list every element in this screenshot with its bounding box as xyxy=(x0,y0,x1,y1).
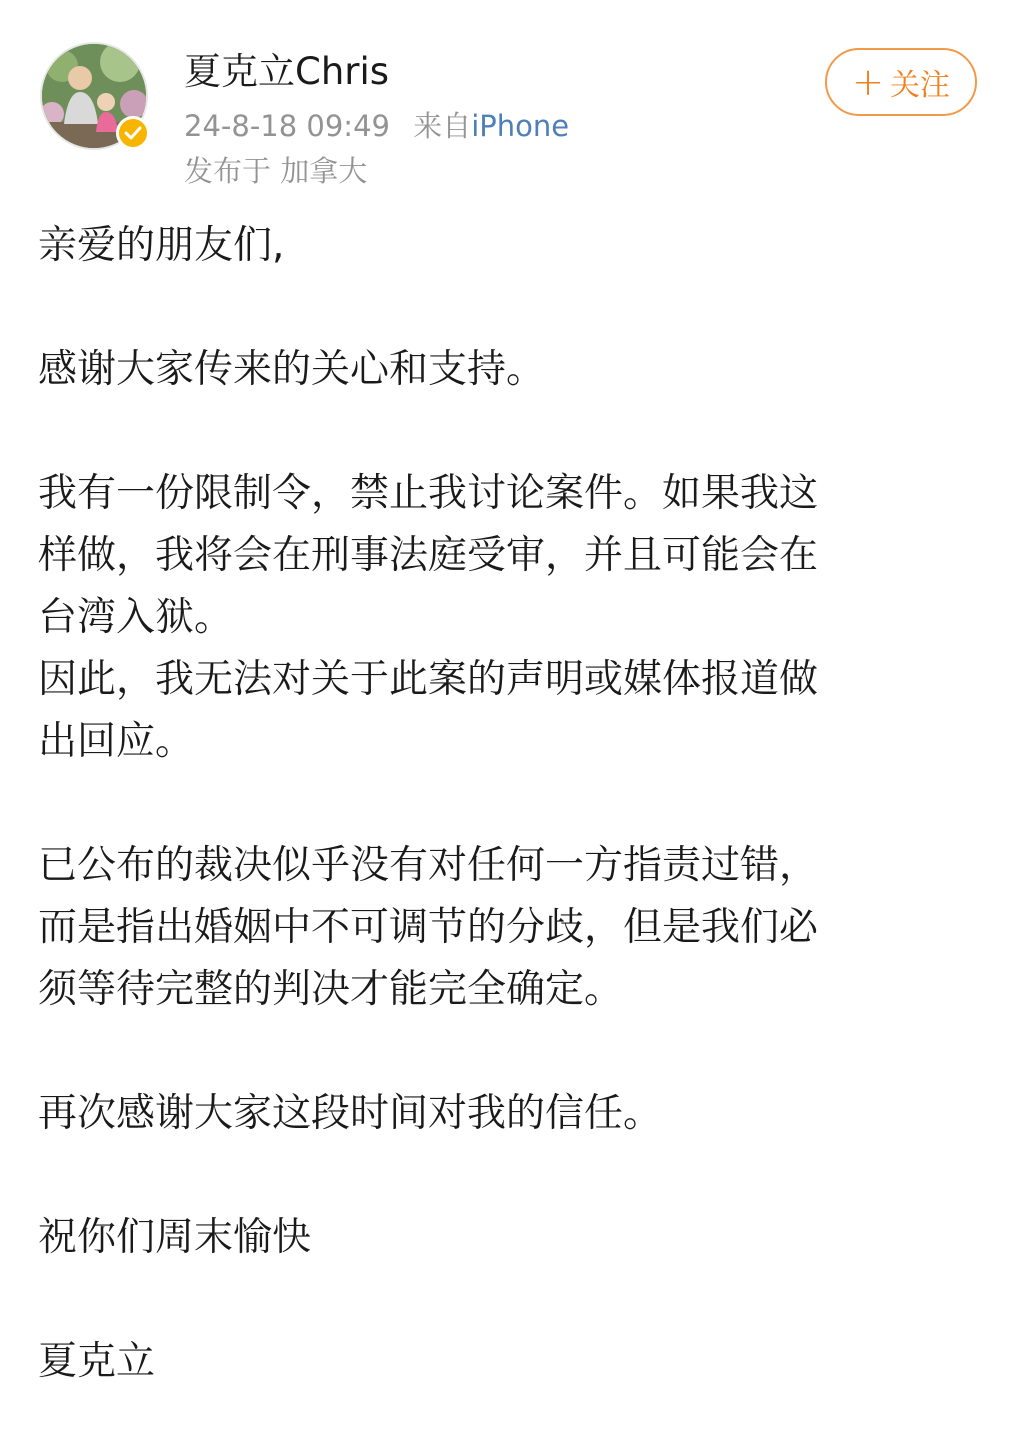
paragraph-gap xyxy=(38,1021,958,1083)
follow-button[interactable] xyxy=(825,48,977,116)
post-weekend: 祝你们周末愉快 xyxy=(38,1215,312,1260)
post-thanks-again: 再次感谢大家这段时间对我的信任。 xyxy=(38,1091,663,1136)
post-header xyxy=(0,0,1017,200)
paragraph-gap xyxy=(38,1269,958,1331)
post-timestamp: 24-8-18 09:49 xyxy=(184,109,390,143)
post-response-line: 因此，我无法对关于此案的声明或媒体报道做 xyxy=(38,657,819,702)
post-thanks: 感谢大家传来的关心和支持。 xyxy=(38,347,546,392)
post-restraint-line: 样做，我将会在刑事法庭受审，并且可能会在 xyxy=(38,533,819,578)
post-meta xyxy=(184,108,569,144)
post-greeting: 亲爱的朋友们, xyxy=(38,223,285,268)
post-body xyxy=(38,215,958,1393)
source-prefix: 来自 xyxy=(413,109,472,143)
paragraph-gap xyxy=(38,1145,958,1207)
post-signature: 夏克立 xyxy=(38,1339,156,1384)
post-location: 发布于 加拿大 xyxy=(184,154,368,188)
post-restraint-line: 我有一份限制令，禁止我讨论案件。如果我这 xyxy=(38,471,819,516)
post-response-line: 出回应。 xyxy=(38,719,195,764)
paragraph-gap xyxy=(38,277,958,339)
paragraph-gap xyxy=(38,401,958,463)
verified-check-icon xyxy=(116,116,150,150)
plus-icon: + xyxy=(852,60,884,104)
paragraph-gap xyxy=(38,773,958,835)
post-ruling-line: 须等待完整的判决才能完全确定。 xyxy=(38,967,624,1012)
avatar[interactable] xyxy=(40,42,148,150)
user-name[interactable]: 夏克立Chris xyxy=(184,50,390,93)
source-device-link[interactable]: iPhone xyxy=(471,109,570,143)
follow-label: 关注 xyxy=(889,68,950,103)
post-ruling-line: 已公布的裁决似乎没有对任何一方指责过错， xyxy=(38,843,819,888)
post-restraint-line: 台湾入狱。 xyxy=(38,595,234,640)
post-ruling-line: 而是指出婚姻中不可调节的分歧，但是我们必 xyxy=(38,905,819,950)
